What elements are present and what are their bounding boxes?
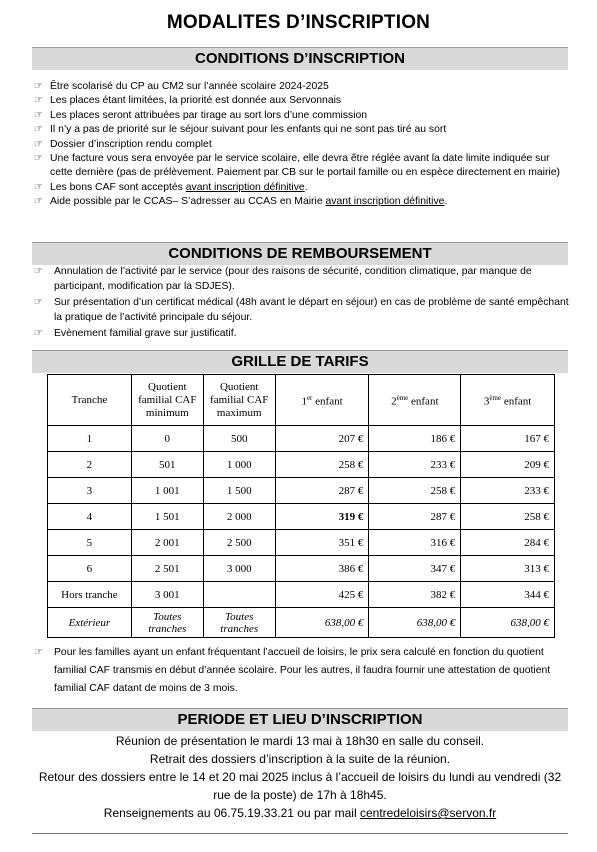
table-row xyxy=(48,452,555,478)
header-qmax: Quotient familial CAF maximum xyxy=(203,375,275,426)
pointing-hand-icon: ☞ xyxy=(34,296,43,308)
cell-price-2: 316 € xyxy=(369,530,461,556)
cell-price-3: 258 € xyxy=(461,504,555,530)
section-heading-conditions: CONDITIONS D’INSCRIPTION xyxy=(32,47,568,70)
cell-tranche: Extérieur xyxy=(48,608,132,638)
header-enfant-3: 3ème enfant xyxy=(461,375,555,426)
cell-price-1: 258 € xyxy=(275,452,369,478)
cell-price-1-highlight: 319 € xyxy=(275,504,369,530)
list-item-ccas: ☞ Aide possible par le CCAS– S’adresser au CCAS en Mairie avant inscription définitive. xyxy=(32,195,572,209)
info-line: Retrait des dossiers d’inscription à la suite de la réunion. xyxy=(149,752,451,766)
cell-price-1: 425 € xyxy=(275,582,369,608)
cell-price-2: 258 € xyxy=(369,478,461,504)
contact-line: Renseignements au 06.75.19.33.21 ou par mail centredeloisirs@servon.fr xyxy=(103,806,497,820)
pointing-hand-icon: ☞ xyxy=(34,109,43,121)
header-enfant-2: 2ème enfant xyxy=(369,375,461,426)
caf-emphasis: avant inscription définitive xyxy=(185,181,305,193)
cell-qmin: 2 501 xyxy=(131,556,203,582)
cell-price-2: 347 € xyxy=(369,556,461,582)
cell-price-3: 313 € xyxy=(461,556,555,582)
cell-price-3: 209 € xyxy=(461,452,555,478)
cell-qmax: 2 500 xyxy=(203,530,275,556)
list-item: ☞ Dossier d’inscription rendu complet xyxy=(32,138,572,152)
pointing-hand-icon: ☞ xyxy=(34,266,43,277)
table-row xyxy=(48,426,555,452)
cell-price-3: 167 € xyxy=(461,426,555,452)
info-line: Réunion de présentation le mardi 13 mai à 18h30 en salle du conseil. xyxy=(115,734,485,748)
table-row xyxy=(48,582,555,608)
cell-tranche: 5 xyxy=(48,530,132,556)
cell-price-2: 382 € xyxy=(369,582,461,608)
list-item-caf: ☞ Les bons CAF sont acceptés avant inscription définitive. xyxy=(32,181,572,195)
pointing-hand-icon: ☞ xyxy=(34,181,43,193)
cell-tranche: 3 xyxy=(48,478,132,504)
table-row xyxy=(48,530,555,556)
cell-price-2: 233 € xyxy=(369,452,461,478)
cell-qmax: 3 000 xyxy=(203,556,275,582)
header-enfant-1: 1er enfant xyxy=(275,375,369,426)
pointing-hand-icon: ☞ xyxy=(34,327,43,339)
list-item: ☞ Il n’y a pas de priorité sur le séjour suivant pour les enfants qui ne sont pas tiré au sort xyxy=(32,123,572,137)
ccas-emphasis: avant inscription définitive xyxy=(325,196,445,208)
section-heading-remboursement: CONDITIONS DE REMBOURSEMENT xyxy=(32,242,568,265)
list-item: ☞ Une facture vous sera envoyée par le service scolaire, elle devra être réglée avant la date limite indiquée sur cette dernière (pas de prélèvement. Paiement par CB sur le portail famille ou en espèce directement en mairie) xyxy=(34,153,560,179)
cell-price-1: 207 € xyxy=(275,426,369,452)
pointing-hand-icon: ☞ xyxy=(34,81,43,92)
list-item: ☞ Evènement familial grave sur justificatif. xyxy=(32,326,572,341)
table-row xyxy=(48,556,555,582)
cell-qmax: 1 500 xyxy=(203,478,275,504)
cell-price-2: 638,00 € xyxy=(369,608,461,638)
pointing-hand-icon: ☞ xyxy=(34,196,43,208)
cell-price-2: 287 € xyxy=(369,504,461,530)
cell-price-3: 344 € xyxy=(461,582,555,608)
pointing-hand-icon: ☞ xyxy=(34,647,43,658)
cell-price-1: 351 € xyxy=(275,530,369,556)
cell-price-1: 386 € xyxy=(275,556,369,582)
cell-qmin: 3 001 xyxy=(131,582,203,608)
list-item: ☞ Être scolarisé du CP au CM2 sur l’année scolaire 2024-2025 xyxy=(32,80,572,94)
cell-qmax: 2 000 xyxy=(203,504,275,530)
section-heading-tarifs: GRILLE DE TARIFS xyxy=(32,350,568,373)
cell-qmin: 0 xyxy=(131,426,203,452)
remboursement-list xyxy=(32,264,572,341)
cell-tranche: Hors tranche xyxy=(48,582,132,608)
bottom-divider xyxy=(32,833,568,834)
header-tranche: Tranche xyxy=(48,375,132,426)
section-heading-periode: PERIODE ET LIEU D’INSCRIPTION xyxy=(32,708,568,731)
pointing-hand-icon: ☞ xyxy=(34,95,43,107)
cell-qmin: 2 001 xyxy=(131,530,203,556)
pointing-hand-icon: ☞ xyxy=(34,138,43,150)
list-item: ☞ Les places étant limitées, la priorité est donnée aux Servonnais xyxy=(32,94,572,108)
list-item: ☞ Sur présentation d’un certificat médical (48h avant le départ en séjour) en cas de problème de santé empêchant la pratique de l’activité principale du séjour. xyxy=(34,296,569,324)
tarifs-table xyxy=(47,374,555,638)
cell-qmin: Toutes tranches xyxy=(131,608,203,638)
pointing-hand-icon: ☞ xyxy=(34,124,43,136)
cell-tranche: 4 xyxy=(48,504,132,530)
table-header-row xyxy=(48,375,555,426)
cell-qmax: Toutes tranches xyxy=(203,608,275,638)
info-line: Retour des dossiers entre le 14 et 20 mai 2025 inclus à l’accueil de loisirs du lundi au vendredi (32 rue de la poste) de 17h à 18h45. xyxy=(38,770,562,802)
cell-price-3: 284 € xyxy=(461,530,555,556)
cell-qmin: 1 501 xyxy=(131,504,203,530)
cell-qmax: 500 xyxy=(203,426,275,452)
cell-price-1: 287 € xyxy=(275,478,369,504)
cell-tranche: 6 xyxy=(48,556,132,582)
cell-qmax xyxy=(203,582,275,608)
cell-price-3: 638,00 € xyxy=(461,608,555,638)
periode-info xyxy=(32,732,568,822)
header-qmin: Quotient familial CAF minimum xyxy=(131,375,203,426)
email-link[interactable]: centredeloisirs@servon.fr xyxy=(359,806,497,820)
cell-price-3: 233 € xyxy=(461,478,555,504)
list-item: ☞ Annulation de l’activité par le service (pour des raisons de sécurité, condition climatique, par manque de participant, modification par la SDJES). xyxy=(34,266,532,293)
cell-qmin: 1 001 xyxy=(131,478,203,504)
page-title: MODALITES D’INSCRIPTION xyxy=(166,12,431,33)
cell-price-2: 186 € xyxy=(369,426,461,452)
list-item: ☞ Pour les familles ayant un enfant fréquentant l’accueil de loisirs, le prix sera calculé en fonction du quotient familial CAF transmis en début d’année scolaire. Pour les autres, il faudra fournir une attestation de quotient familial CAF datant de moins de 3 mois. xyxy=(32,644,572,697)
cell-tranche: 2 xyxy=(48,452,132,478)
cell-qmin: 501 xyxy=(131,452,203,478)
cell-price-1: 638,00 € xyxy=(275,608,369,638)
table-row xyxy=(48,478,555,504)
conditions-list xyxy=(32,80,572,210)
cell-tranche: 1 xyxy=(48,426,132,452)
pointing-hand-icon: ☞ xyxy=(34,153,43,165)
cell-qmax: 1 000 xyxy=(203,452,275,478)
tarifs-note xyxy=(32,644,572,697)
list-item: ☞ Les places seront attribuées par tirage au sort lors d’une commission xyxy=(32,109,572,123)
table-row xyxy=(48,504,555,530)
table-row-exterieur xyxy=(48,608,555,638)
